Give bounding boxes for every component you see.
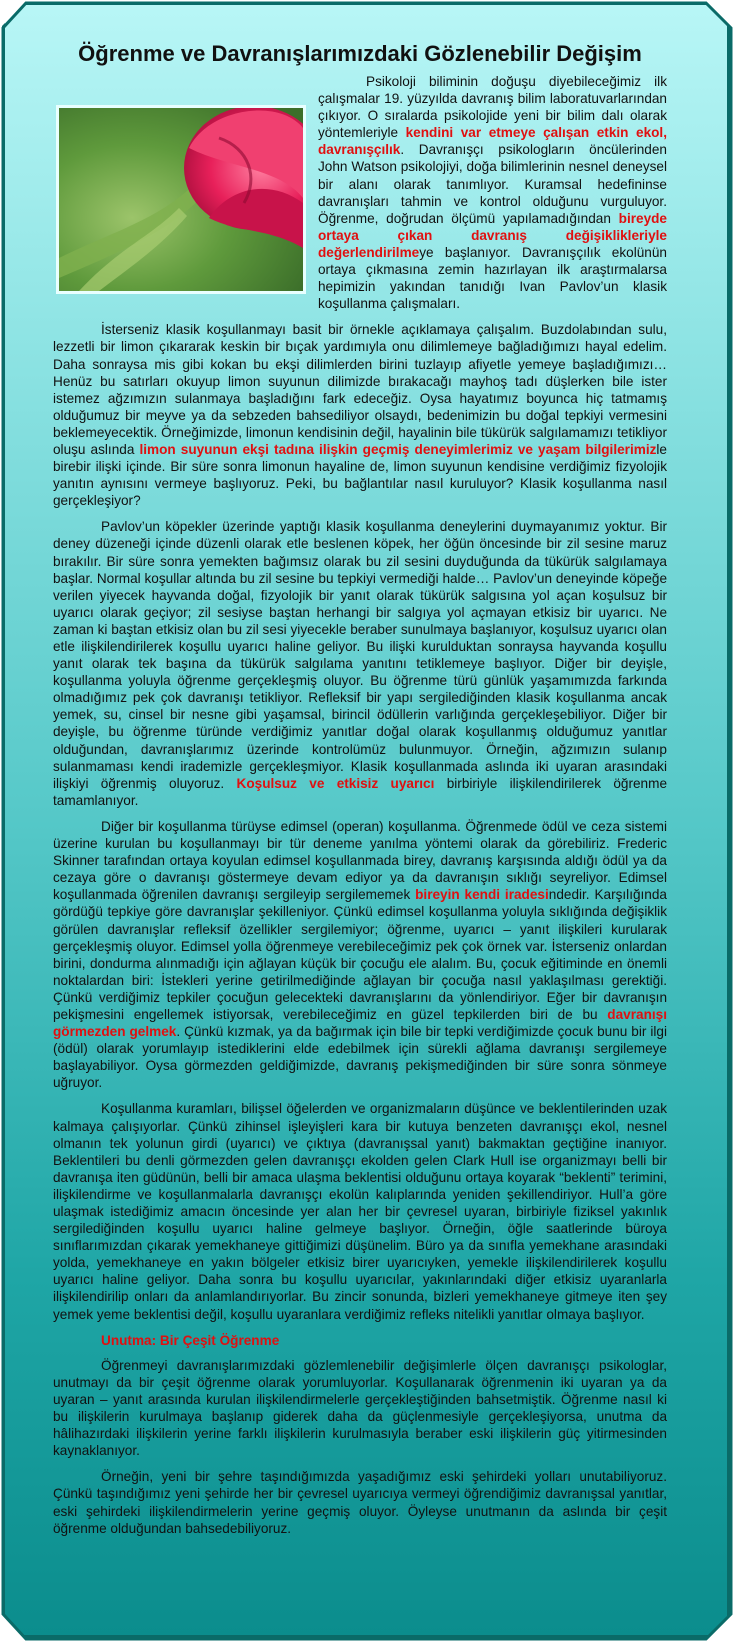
article — [53, 40, 667, 1546]
highlight-text: limon suyunun ekşi tadına ilişkin geçmiş deneyimlerimiz ve yaşam bilgilerimiz — [139, 441, 657, 457]
text-span: Pavlov’un köpekler üzerinde yaptığı klasik koşullanma deneylerini duymayanımız yoktur. Bir deney düzeneği içinde düzenli olarak etle beslenen köpek, her öğün öncesinde bir zil sesine maruz bırakılır. Bir süre sonra yemekten bağımsız olarak bu zil sesini duyduğunda da tükürük salgılamaya başlar. Normal koşullar altında bu zil sesine bu tepkiyi vermediği halde… Pavlov’un deneyinde köpeğe verilen yiyecek hayvanda doğal, fizyolojik bir yanıt olarak tükürük salgısına yol açan koşulsuz bir uyarıcı olarak geçiyor; zil sesiyse baştan herhangi bir salgıya yol açmayan etkisiz bir uyarıcı. Ne zaman ki baştan etkisiz olan bu zil sesi yiyecekle beraber sunulmaya başlanıyor, koşulsuz uyarıcı olan etle ilişkilendirilerek koşullu uyarıcı haline geliyor. Bu ilişki kurulduktan sonraysa hayvanda koşullu yanıt olarak tek başına da tükürük salgılama yanıtını tetiklemeye başlıyor. Diğer bir deyişle, koşullanma yoluyla öğrenme gerçekleşmiş oluyor. Bu öğrenme türü günlük yaşamımızda farkında olmadığımız pek çok davranışı tetikliyor. Refleksif bir yapı sergilediğinden klasik koşullanma ancak yemek, su, cinsel bir nesne gibi yaşamsal, birincil ödüllerin varlığında gerçekleşebiliyor. Diğer bir deyişle, bu öğrenme türünde verdiğimiz yanıtlar doğal olarak koşullanmış olduğumuz yanıtlar olduğundan, davranışlarımız üzerinde kontrolümüz bulunmuyor. Örneğin, ağzımızın sulanıp sulanmaması kendi irademizle gerçekleşmiyor. Klasik koşullanmada aslında iki uyaran arasındaki ilişkiyi öğrenmiş oluyoruz. — [53, 519, 667, 791]
rose-illustration — [59, 108, 303, 291]
text-span: le birebir ilişki içinde. Bir süre sonra limonun hayaline de, limon suyunun kendisine verdiğimiz fizyolojik yanıtın aynısını vermeye başlıyoruz. Peki, bu bağlantılar nasıl kuruluyor? Klasik koşullanma nasıl gerçekleşiyor? — [53, 441, 667, 509]
page-title: Öğrenme ve Davranışlarımızdaki Gözlenebilir Değişim — [78, 41, 642, 66]
text-span: Psikoloji biliminin doğuşu diyebileceğimiz ilk çalışmalar 19. yüzyılda davranış bilim laboratuvarlarından çıkıyor. O sıralarda psikolojide yeni bir bilim dalı olarak yöntemleriyle — [318, 74, 667, 141]
rose-flower-photo-icon — [56, 105, 306, 294]
paragraph-hull: Koşullanma kuramları, bilişsel öğelerden ve organizmaların düşünce ve beklentilerinden uzak kalmaya çalışıyorlar. Çünkü zihinsel işleyişleri kara bir kutuya benzeten davranışçı ekol, nesnel olmanın tek yolunun girdi (uyarıcı) ve çıktıya (davranışsal yanıt) bakmaktan geçtiğine inanıyor. Beklentileri bu denli görmezden gelen davranışçı ekolden gelen Clark Hull ise organizmayı belli bir davranışa iten güdünün, belli bir amaca ulaşma beklentisi olduğunu ortaya koyarak “beklenti” terimini, ilişkilendirme ve koşullanmalarla davranışçı ekolün kalıplarında yeniden şekillendiriyor. Hull’a göre ulaşmak istediğimiz amacın öncesinde yer alan her bir çevresel uyaran, birbiriyle fiziksel yakınlık sergilediğinden koşullu uyarıcı haline gelmeye başlıyor. Örneğin, öğle saatlerinde büroya sınıflarımızdan çıkarak yemekhaneye gittiğimizi düşünelim. Büro ya da sınıfla yemekhane arasındaki yolda, yemekhaneye en yakın bölgeler etkisiz birer uyarıcıyken, yemekle ilişkilendirilerek koşullu uyarıcı haline geliyor. Daha sonra bu koşullu uyarıcılar, yakınlarındaki diğer etkisiz uyaranlarla ilişkilendirilip onları da anlamlandırıyorlar. Bu zincir sonunda, bizleri yemekhaneye gitmeye iten şey yemek yeme beklentisi değil, koşullu uyaranlara verdiğimiz refleks nitelikli yanıtlar olmaya başlıyor. — [53, 1101, 667, 1322]
text-span: ye başlanıyor. Davranışçılık ekolünün ortaya çıkmasına zemin hazırlayan ilk araştırmalarsa hepimizin yakından tanıdığı Ivan Pavlov’un klasik koşullanma çalışmaları. — [318, 244, 667, 312]
paragraph-forgetting: Öğrenmeyi davranışlarımızdaki gözlemlenebilir değişimlerle ölçen davranışçı psikologlar, unutmayı da bir çeşit öğrenme olarak yorumluyorlar. Koşullanarak öğrenmenin iki uyaran ya da uyaran – yanıt arasında kurulan ilişkilendirmelerle gerçekleştiğinden bahsetmiştik. Öğrenme nasıl ki bu ilişkilerin kurulmaya başlanıp giderek daha da güçlenmesiyle gerçekleşiyorsa, unutma da hâlihazırdaki ilişkilerin yerine farklı ilişkilerin kurulmasıyla beraber eski ilişkilerin güç yitirmesinden kaynaklanıyor. — [53, 1357, 667, 1459]
highlight-text: kendini var etmeye çalışan etkin ekol, davranışçılık — [318, 125, 667, 158]
paragraph-operant — [53, 818, 667, 1092]
paragraph-lemon-example — [53, 321, 667, 509]
highlight-text: bireyde ortaya çıkan davranış değişiklikleriyle değerlendirilme — [318, 210, 667, 260]
highlight-text: Koşulsuz ve etkisiz uyarıcı — [236, 775, 435, 791]
subheading-forgetting: Unutma: Bir Çeşit Öğrenme — [101, 1332, 280, 1348]
text-span: . Çünkü kızmak, ya da bağırmak için bile bir tepki verdiğimizde çocuk bunu bir ilgi (ödül) olarak yorumlayıp istediklerini elde edebilmek için sürekli ağlama davranışı sergilemeye başlayabiliyor. Oysa görmezden geldiğimizde, davranış pekişmediğinden bir süre sonra sönmeye uğruyor. — [53, 1024, 667, 1091]
text-span: Diğer bir koşullanma türüyse edimsel (operan) koşullanma. Öğrenmede ödül ve ceza sistemi üzerine kurulan bu koşullanmayı bir tür deneme yanılma yöntemi olarak da görebiliriz. Frederic Skinner tarafından ortaya koyulan edimsel koşullanmada birey, davranış karşısında aldığı ödül ya da cezaya göre o davranışı göstermeye devam ediyor ya da davranışın sıklığı seyreliyor. Edimsel koşullanmada öğrenilen davranışı sergileyip sergilememek — [53, 818, 667, 903]
highlight-text: bireyin kendi iradesi — [415, 887, 549, 903]
text-span: . Davranışçı psikologların öncülerinden John Watson psikolojiyi, doğa bilimlerinin nesnel deneysel bir alanı olarak tanımlıyor. Kuramsal hedefininse davranışları tahmin ve kontrol olduğunu vurguluyor. Öğrenme, doğrudan ölçümü yapılamadığından — [318, 142, 667, 226]
highlight-text: davranışı görmezden gelmek — [53, 1006, 667, 1040]
paragraph-city-example: Örneğin, yeni bir şehre taşındığımızda yaşadığımız eski şehirdeki yolları unutabiliyoruz. Çünkü taşındığımız yeni şehirde her bir çevresel uyarıcıya vermeyi öğrendiğimiz davranışsal yanıtlar, eski şehirdeki ilişkilendirmelerin yerine geçmiş oluyor. Öyleyse unutmanın da aslında bir çeşit öğrenme olduğundan bahsedebiliyoruz. — [53, 1469, 667, 1536]
text-span: birbiriyle ilişkilendirilerek öğrenme tamamlanıyor. — [53, 775, 668, 808]
text-span: İsterseniz klasik koşullanmayı basit bir örnekle açıklamaya çalışalım. Buzdolabından sulu, lezzetli bir limon çıkararak keskin bir bıçak yardımıyla onu dilimlemeye bağladığımızı hayal edelim. Daha sonraysa mis gibi kokan bu ekşi dilimlerden birini tuzlayıp afiyetle yemeye başladığımızı… Henüz bu satırları okuyup limon suyunun dilimizde bırakacağı mayhoş tadı düşlerken bile ister istemez ağzımızın sulanmaya başladığını fark edeceğiz. Oysa hayatımız boyunca hiç tatmamış olduğumuz bir meyve ya da sebzeden bahsediliyor olsaydı, bedenimizin bu doğal tepkiyi vermesini beklemeyecektik. Örneğimizde, limonun kendisinin değil, hayalinin bile tükürük salgılamamızı tetikliyor oluşu aslında — [53, 322, 667, 457]
text-span: ndedir. Karşılığında gördüğü tepkiye göre davranışlar şekilleniyor. Çünkü edimsel koşullanma yoluyla sıklığında değişiklik görülen davranışlar refleksif özellikler sergilemiyor; öğrenme, uyarıcı – yanıt ilişkileri kurularak gerçekleşmiş oluyor. Edimsel yolla öğrenmeye verebileceğimiz pek çok örnek var. İsterseniz onlardan birini, dondurma alınmadığı için ağlayan küçük bir çocuğu ele alalım. Bu, çocuk eğitiminde en önemli noktalardan biri: İstekleri yerine getirilmediğinde ağlayan bir çocuğa nasıl yaklaşılması gerektiği. Çünkü verdiğimiz tepkiler çocuğun gelecekteki davranışlarını da yönlendiriyor. Eğer bir davranışın pekişmesini engellemek istiyorsak, verebileceğimiz en güzel tepkilerden biri de bu — [53, 887, 667, 1022]
paragraph-pavlov — [53, 518, 667, 809]
